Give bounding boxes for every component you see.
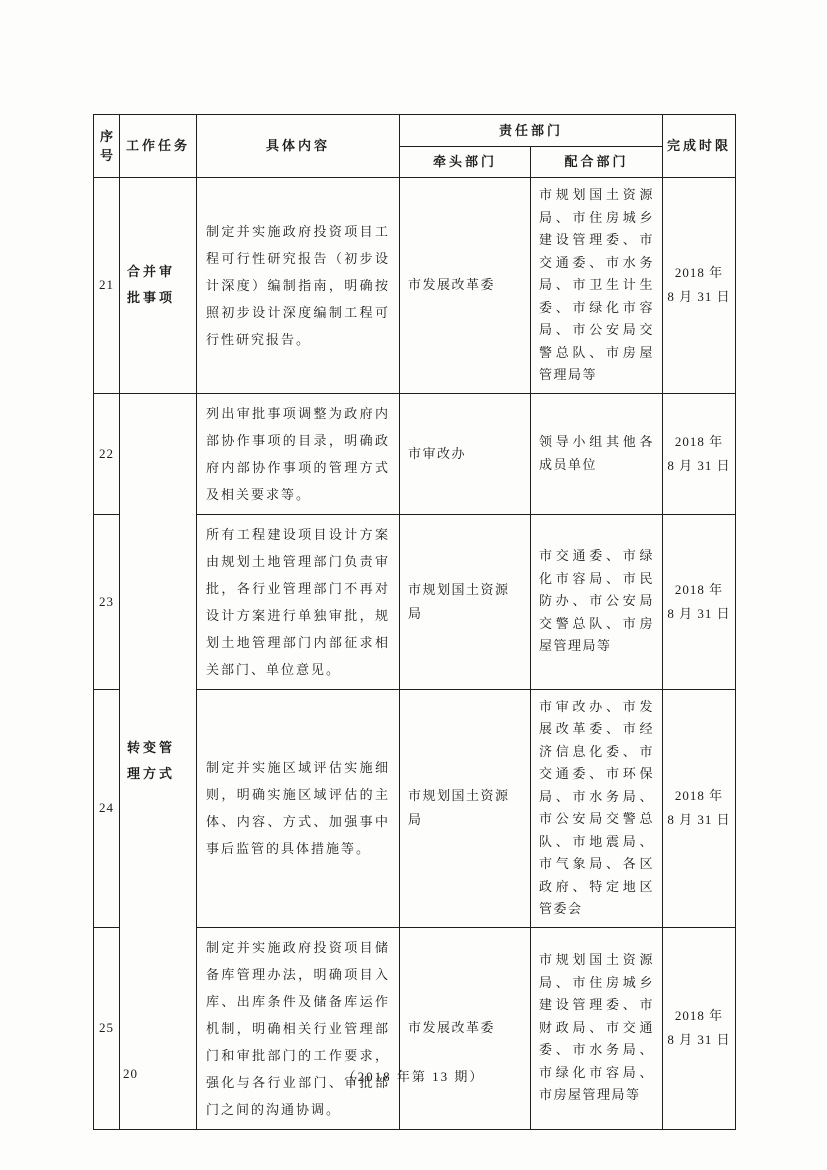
deadline-year: 2018 年 [674,1008,724,1023]
lead-dept-cell: 市规划国土资源局 [400,514,531,689]
deadline-date: 8 月 31 日 [667,812,731,827]
deadline-date: 8 月 31 日 [667,605,731,621]
deadline-date: 8 月 31 日 [667,457,731,473]
deadline-year: 2018 年 [674,265,724,281]
header-deadline: 完成时限 [663,115,736,178]
row-number-cell: 23 [94,514,120,689]
support-dept-cell: 市规划国土资源局、市住房城乡建设管理委、市交通委、市水务局、市卫生计生委、市绿化市容局、市公安局交警总队、市房屋管理局等 [531,178,663,394]
content-cell: 制定并实施政府投资项目储备库管理办法，明确项目入库、出库条件及储备库运作机制，明确相关行业管理部门和审批部门的工作要求，强化与各行业部门、审批部门之间的沟通协调。 [197,927,400,1129]
row-number-cell: 24 [94,689,120,927]
deadline-date: 8 月 31 日 [667,289,731,305]
header-row-1 [94,115,736,147]
deadline-date: 8 月 31 日 [667,1032,731,1047]
lead-dept-cell: 市发展改革委 [400,178,531,394]
gazette-issue-label: （2018 年第 13 期） [342,1069,485,1084]
support-dept-cell: 领导小组其他各成员单位 [531,393,663,514]
lead-dept-cell: 市规划国土资源局 [400,689,531,927]
task-cell-merge-approval: 合并审批事项 [120,178,197,394]
row-number-cell: 25 [94,927,120,1129]
table-row-21 [94,178,736,394]
page-number: 20 [123,1066,138,1081]
deadline-year: 2018 年 [674,581,724,597]
deadline-cell [663,927,736,1129]
header-work-task: 工作任务 [120,115,197,178]
task-assignment-table [93,114,736,1130]
lead-dept-cell: 市发展改革委 [400,927,531,1129]
header-responsible-dept: 责任部门 [400,115,663,147]
content-cell: 制定并实施政府投资项目工程可行性研究报告（初步设计深度）编制指南，明确按照初步设计深度编制工程可行性研究报告。 [197,178,400,394]
lead-dept-cell: 市审改办 [400,393,531,514]
deadline-year: 2018 年 [674,788,724,803]
row-number-cell: 21 [94,178,120,394]
content-cell: 制定并实施区域评估实施细则，明确实施区域评估的主体、内容、方式、加强事中事后监管的具体措施等。 [197,689,400,927]
header-content: 具体内容 [197,115,400,178]
support-dept-cell: 市规划国土资源局、市住房城乡建设管理委、市财政局、市交通委、市水务局、市绿化市容局、市房屋管理局等 [531,927,663,1129]
deadline-cell [663,393,736,514]
table-row-22 [94,393,736,514]
support-dept-cell: 市审改办、市发展改革委、市经济信息化委、市交通委、市环保局、市水务局、市公安局交警总队、市地震局、市气象局、各区政府、特定地区管委会 [531,689,663,927]
deadline-year: 2018 年 [674,433,724,449]
header-seq-no: 序号 [94,115,120,178]
support-dept-cell: 市交通委、市绿化市容局、市民防办、市公安局交警总队、市房屋管理局等 [531,514,663,689]
header-lead-dept: 牵头部门 [400,147,531,178]
row-number-cell: 22 [94,393,120,514]
deadline-cell [663,178,736,394]
header-support-dept: 配合部门 [531,147,663,178]
task-cell-transform-management: 转变管理方式 [120,393,197,1129]
content-cell: 所有工程建设项目设计方案由规划土地管理部门负责审批，各行业管理部门不再对设计方案进行单独审批，规划土地管理部门内部征求相关部门、单位意见。 [197,514,400,689]
content-cell: 列出审批事项调整为政府内部协作事项的目录，明确政府内部协作事项的管理方式及相关要求等。 [197,393,400,514]
deadline-cell [663,689,736,927]
deadline-cell [663,514,736,689]
